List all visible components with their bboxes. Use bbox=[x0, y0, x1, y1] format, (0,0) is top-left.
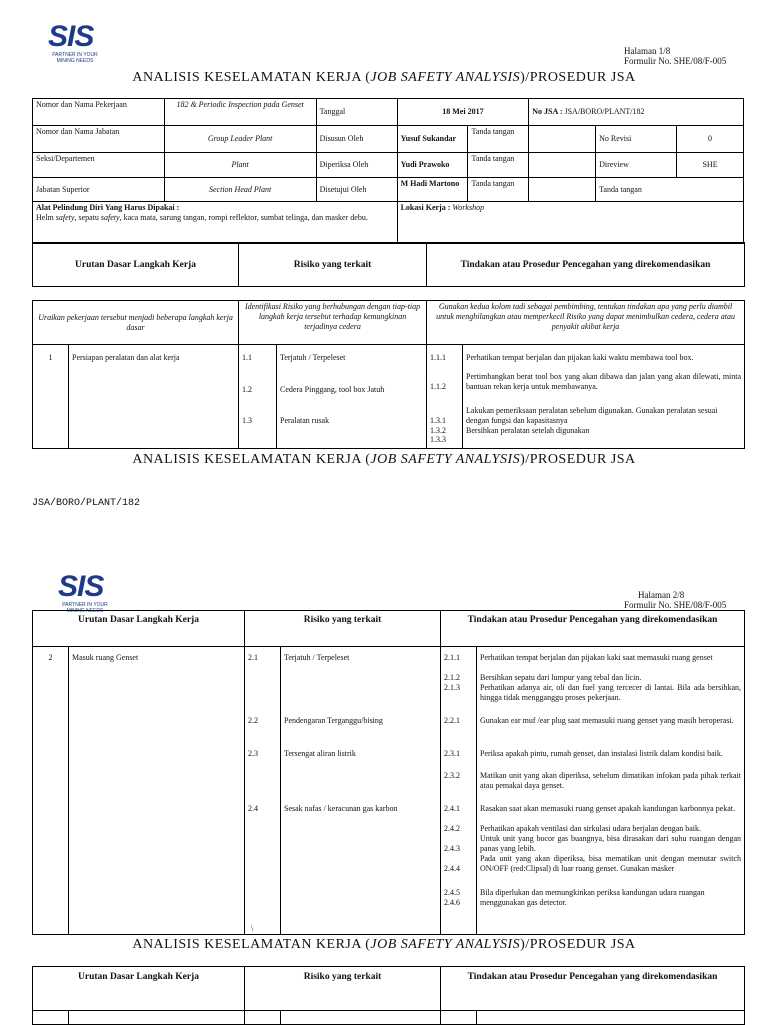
action-no: 1.1.2 bbox=[430, 382, 447, 391]
value-nomor-jabatan: Group Leader Plant bbox=[164, 126, 316, 153]
label-tanda-tangan-3: Tanda tangan bbox=[468, 178, 529, 202]
step2-action-nos bbox=[441, 647, 477, 935]
page1-title bbox=[0, 70, 768, 86]
value-no-revisi: 0 bbox=[677, 126, 744, 153]
step2-risk-texts bbox=[281, 647, 441, 935]
label-disetujui: Disetujui Oleh bbox=[316, 178, 397, 202]
label-tanda-tangan-4: Tanda tangan bbox=[596, 178, 744, 202]
action-no: 2.4.3 bbox=[444, 844, 460, 853]
action-no: 1.3.2 bbox=[430, 426, 447, 435]
doc-code: JSA/BORO/PLANT/182 bbox=[32, 498, 141, 509]
action-text: Rasakan saat akan memasuki ruang genset apakah kandungan karbonnya pekat. bbox=[480, 804, 736, 813]
page1-formulir: Formulir No. SHE/08/F-005 bbox=[624, 56, 727, 66]
action-text: Pada unit yang akan diperiksa, bisa mematikan unit dengan memutar switch ON/OFF (red:Clipsal) di luar ruang genset. Gunakan masker bbox=[480, 854, 741, 873]
empty-cell bbox=[33, 1011, 69, 1025]
stray-mark: \ bbox=[251, 924, 254, 933]
empty-cell bbox=[281, 1011, 441, 1025]
action-text: Bila diperlukan dan memungkinkan periksa kandungan udara ruangan bbox=[480, 888, 705, 897]
risk-no: 1.3 bbox=[242, 416, 253, 425]
guide-risiko: Identifikasi Risiko yang berhubungan dengan tiap-tiap langkah kerja tersebut terhadap kemungkinan terjadinya cedera bbox=[239, 301, 427, 345]
apd-text-2: , sepatu bbox=[74, 213, 101, 222]
action-no: 2.1.2 bbox=[444, 673, 460, 682]
logo-mark: SIS bbox=[58, 570, 104, 603]
logo-tagline: PARTNER IN YOUR MINING NEEDS bbox=[62, 602, 108, 614]
title-italic: JOB SAFETY ANALYSIS bbox=[370, 937, 521, 952]
header-risiko: Risiko yang terkait bbox=[239, 243, 427, 287]
page3-step-table bbox=[32, 1010, 745, 1025]
step1-risk-nos bbox=[239, 345, 277, 449]
action-no: 2.2.1 bbox=[444, 716, 460, 725]
action-text: Bersihkan sepatu dari lumpur yang tebal dan licin. bbox=[480, 673, 642, 682]
value-seksi: Plant bbox=[164, 153, 316, 178]
label-nomor-jabatan: Nomor dan Nama Jabatan bbox=[33, 126, 165, 153]
step2-action-texts bbox=[477, 647, 745, 935]
action-text: Untuk unit yang bocor gas buangnya, bisa dirasakan dari suhu ruangan dengan panas yang lebih. bbox=[480, 834, 741, 853]
apd-safety-1: safety bbox=[55, 213, 75, 222]
step2-risk-nos bbox=[245, 647, 281, 935]
action-text: Pertimbangkan berat tool box yang akan dibawa dan jalan yang akan dilewati, minta bantuan rekan kerja untuk membawanya. bbox=[466, 372, 742, 391]
action-text: Gunakan ear muf /ear plug saat memasuki ruang genset yang masih beroperasi. bbox=[480, 716, 734, 725]
page2-header-table bbox=[32, 610, 745, 647]
footer-title-pre: ANALISIS KESELAMATAN KERJA ( bbox=[132, 452, 371, 467]
risk-text: Peralatan rusak bbox=[280, 416, 330, 425]
sig-cell-3 bbox=[529, 178, 596, 202]
label-seksi: Seksi/Departemen bbox=[33, 153, 165, 178]
risk-text: Pendengaran Terganggu/bising bbox=[284, 716, 383, 725]
logo-tagline: PARTNER IN YOUR MINING NEEDS bbox=[52, 52, 98, 64]
label-tanggal: Tanggal bbox=[316, 99, 397, 126]
label-nomor-pekerjaan: Nomor dan Nama Pekerjaan bbox=[33, 99, 165, 126]
action-text: Perhatikan apakah ventilasi dan sirkulasi udara berjalan dengan baik. bbox=[480, 824, 702, 833]
action-text: Perhatikan tempat berjalan dan pijakan kaki waktu membawa tool box. bbox=[466, 353, 694, 362]
value-disetujui: M Hadi Martono bbox=[397, 178, 468, 202]
page3-title bbox=[0, 937, 768, 953]
label-jabatan-superior: Jabatan Superior bbox=[33, 178, 165, 202]
risk-text: Cedera Pinggang, tool box Jatuh bbox=[280, 385, 385, 394]
footer-title-italic: JOB SAFETY ANALYSIS bbox=[370, 452, 521, 467]
action-no: 2.3.2 bbox=[444, 771, 460, 780]
step1-action-texts bbox=[463, 345, 745, 449]
apd-cell bbox=[33, 202, 398, 244]
label-apd: Alat Pelindung Diri Yang Harus Dipakai : bbox=[36, 203, 180, 212]
page2-formulir: Formulir No. SHE/08/F-005 bbox=[624, 600, 727, 610]
guide-urutan: Uraikan pekerjaan tersebut menjadi beberapa langkah kerja dasar bbox=[33, 301, 239, 345]
page2-step-table bbox=[32, 646, 745, 935]
step1-action-nos bbox=[427, 345, 463, 449]
empty-cell bbox=[441, 1011, 477, 1025]
label-disusun: Disusun Oleh bbox=[316, 126, 397, 153]
step1-name: Persiapan peralatan dan alat kerja bbox=[69, 345, 239, 449]
empty-cell bbox=[477, 1011, 745, 1025]
empty-cell bbox=[69, 1011, 245, 1025]
risk-no: 1.1 bbox=[242, 353, 253, 362]
action-no: 2.4.1 bbox=[444, 804, 460, 813]
footer-title-post: )/PROSEDUR JSA bbox=[520, 452, 636, 467]
apd-safety-2: safety bbox=[100, 213, 120, 222]
sig-cell-1 bbox=[529, 126, 596, 153]
value-jabatan-superior: Section Head Plant bbox=[164, 178, 316, 202]
value-tanggal: 18 Mei 2017 bbox=[397, 99, 529, 126]
value-direview: SHE bbox=[677, 153, 744, 178]
risk-text: Tersengat aliran listrik bbox=[284, 749, 356, 758]
action-no: 2.3.1 bbox=[444, 749, 460, 758]
risk-no: 2.1 bbox=[248, 653, 258, 662]
risk-no: 2.3 bbox=[248, 749, 258, 758]
action-text: Perhatikan adanya air, oli dan fuel yang tercecer di lantai. Bila ada bersihkan, hingga tidak mengganggu proses pekerjaan. bbox=[480, 683, 741, 702]
guide-tindakan: Gunakan kedua kolom tadi sebagai pembimbing, tentukan tindakan apa yang perlu diambil untuk menghilangkan atau memperkecil Risiko yang dapat menimbulkan cedera, cedera atau penyakit akibat kerja bbox=[427, 301, 745, 345]
action-no: 1.1.1 bbox=[430, 353, 447, 362]
action-text: Periksa apakah pintu, rumah genset, dan instalasi listrik dalam kondisi baik. bbox=[480, 749, 723, 758]
action-text: Lakukan pemeriksaan peralatan sebelum digunakan. Gunakan peralatan sesuai dengan fungsi dan kapasitasnya bbox=[466, 406, 718, 425]
page1-meta bbox=[624, 46, 726, 66]
company-logo bbox=[48, 22, 112, 72]
apd-text-3: , kaca mata, sarung tangan, rompi reflektor, sumbat telinga, dan masker debu. bbox=[119, 213, 368, 222]
apd-text-1: Helm bbox=[36, 213, 56, 222]
risk-text: Terjatuh / Terpeleset bbox=[284, 653, 350, 662]
action-no: 2.1.3 bbox=[444, 683, 460, 692]
label-no-jsa: No JSA : bbox=[532, 107, 563, 116]
label-tanda-tangan-2: Tanda tangan bbox=[468, 153, 529, 178]
header-urutan: Urutan Dasar Langkah Kerja bbox=[33, 243, 239, 287]
risk-no: 2.2 bbox=[248, 716, 258, 725]
page3-header-table bbox=[32, 966, 745, 1011]
risk-no: 2.4 bbox=[248, 804, 258, 813]
value-no-jsa: JSA/BORO/PLANT/182 bbox=[564, 107, 645, 116]
header-urutan: Urutan Dasar Langkah Kerja bbox=[33, 611, 245, 647]
action-text: Perhatikan tempat berjalan dan pijakan kaki saat memasuki ruang genset bbox=[480, 653, 713, 662]
action-text: Bersihkan peralatan setelah digunakan bbox=[466, 426, 590, 435]
value-lokasi: Workshop bbox=[452, 203, 485, 212]
info-table bbox=[32, 98, 744, 244]
risk-text: Terjatuh / Terpeleset bbox=[280, 353, 346, 362]
action-no: 1.3.1 bbox=[430, 416, 447, 425]
header-tindakan: Tindakan atau Prosedur Pencegahan yang direkomendasikan bbox=[441, 611, 745, 647]
page1-halaman: Halaman 1/8 bbox=[624, 46, 671, 56]
action-no: 2.1.1 bbox=[444, 653, 460, 662]
lokasi-cell bbox=[397, 202, 743, 244]
label-no-revisi: No Revisi bbox=[596, 126, 677, 153]
value-nomor-pekerjaan: 182 & Periodic Inspection pada Genset bbox=[164, 99, 316, 126]
empty-cell bbox=[245, 1011, 281, 1025]
header-tindakan: Tindakan atau Prosedur Pencegahan yang direkomendasikan bbox=[441, 967, 745, 1011]
page2-meta bbox=[624, 590, 726, 610]
action-no: 1.3.3 bbox=[430, 435, 447, 444]
title-post: )/PROSEDUR JSA bbox=[520, 70, 636, 85]
page1-step-table bbox=[32, 300, 745, 449]
header-risiko: Risiko yang terkait bbox=[245, 967, 441, 1011]
label-lokasi: Lokasi Kerja : bbox=[400, 203, 451, 212]
page1-header-table bbox=[32, 242, 745, 287]
value-diperiksa: Yudi Prawoko bbox=[397, 153, 468, 178]
step1-risk-texts bbox=[277, 345, 427, 449]
step1-no: 1 bbox=[33, 345, 69, 449]
action-text: menggunakan gas detector. bbox=[480, 898, 567, 907]
page2-halaman: Halaman 2/8 bbox=[638, 590, 685, 600]
header-tindakan: Tindakan atau Prosedur Pencegahan yang direkomendasikan bbox=[427, 243, 745, 287]
logo-mark: SIS bbox=[48, 20, 94, 53]
action-no: 2.4.2 bbox=[444, 824, 460, 833]
title-pre: ANALISIS KESELAMATAN KERJA ( bbox=[132, 70, 371, 85]
value-disusun: Yusuf Sukandar bbox=[397, 126, 468, 153]
action-no: 2.4.5 bbox=[444, 888, 460, 897]
action-no: 2.4.6 bbox=[444, 898, 460, 907]
no-jsa bbox=[529, 99, 744, 126]
header-urutan: Urutan Dasar Langkah Kerja bbox=[33, 967, 245, 1011]
risk-no: 1.2 bbox=[242, 385, 253, 394]
action-no: 2.4.4 bbox=[444, 864, 460, 873]
label-tanda-tangan-1: Tanda tangan bbox=[468, 126, 529, 153]
risk-text: Sesak nafas / keracunan gas karbon bbox=[284, 804, 398, 813]
step2-name: Masuk ruang Genset bbox=[69, 647, 245, 935]
header-risiko: Risiko yang terkait bbox=[245, 611, 441, 647]
label-diperiksa: Diperiksa Oleh bbox=[316, 153, 397, 178]
title-pre: ANALISIS KESELAMATAN KERJA ( bbox=[132, 937, 371, 952]
action-text: Matikan unit yang akan diperiksa, sebelum dimatikan infokan pada pihak terkait atau pemakai daya genset. bbox=[480, 771, 741, 790]
label-direview: Direview bbox=[596, 153, 677, 178]
title-italic: JOB SAFETY ANALYSIS bbox=[370, 70, 521, 85]
step2-no: 2 bbox=[33, 647, 69, 935]
page1-footer-title bbox=[0, 452, 768, 468]
sig-cell-2 bbox=[529, 153, 596, 178]
title-post: )/PROSEDUR JSA bbox=[520, 937, 636, 952]
